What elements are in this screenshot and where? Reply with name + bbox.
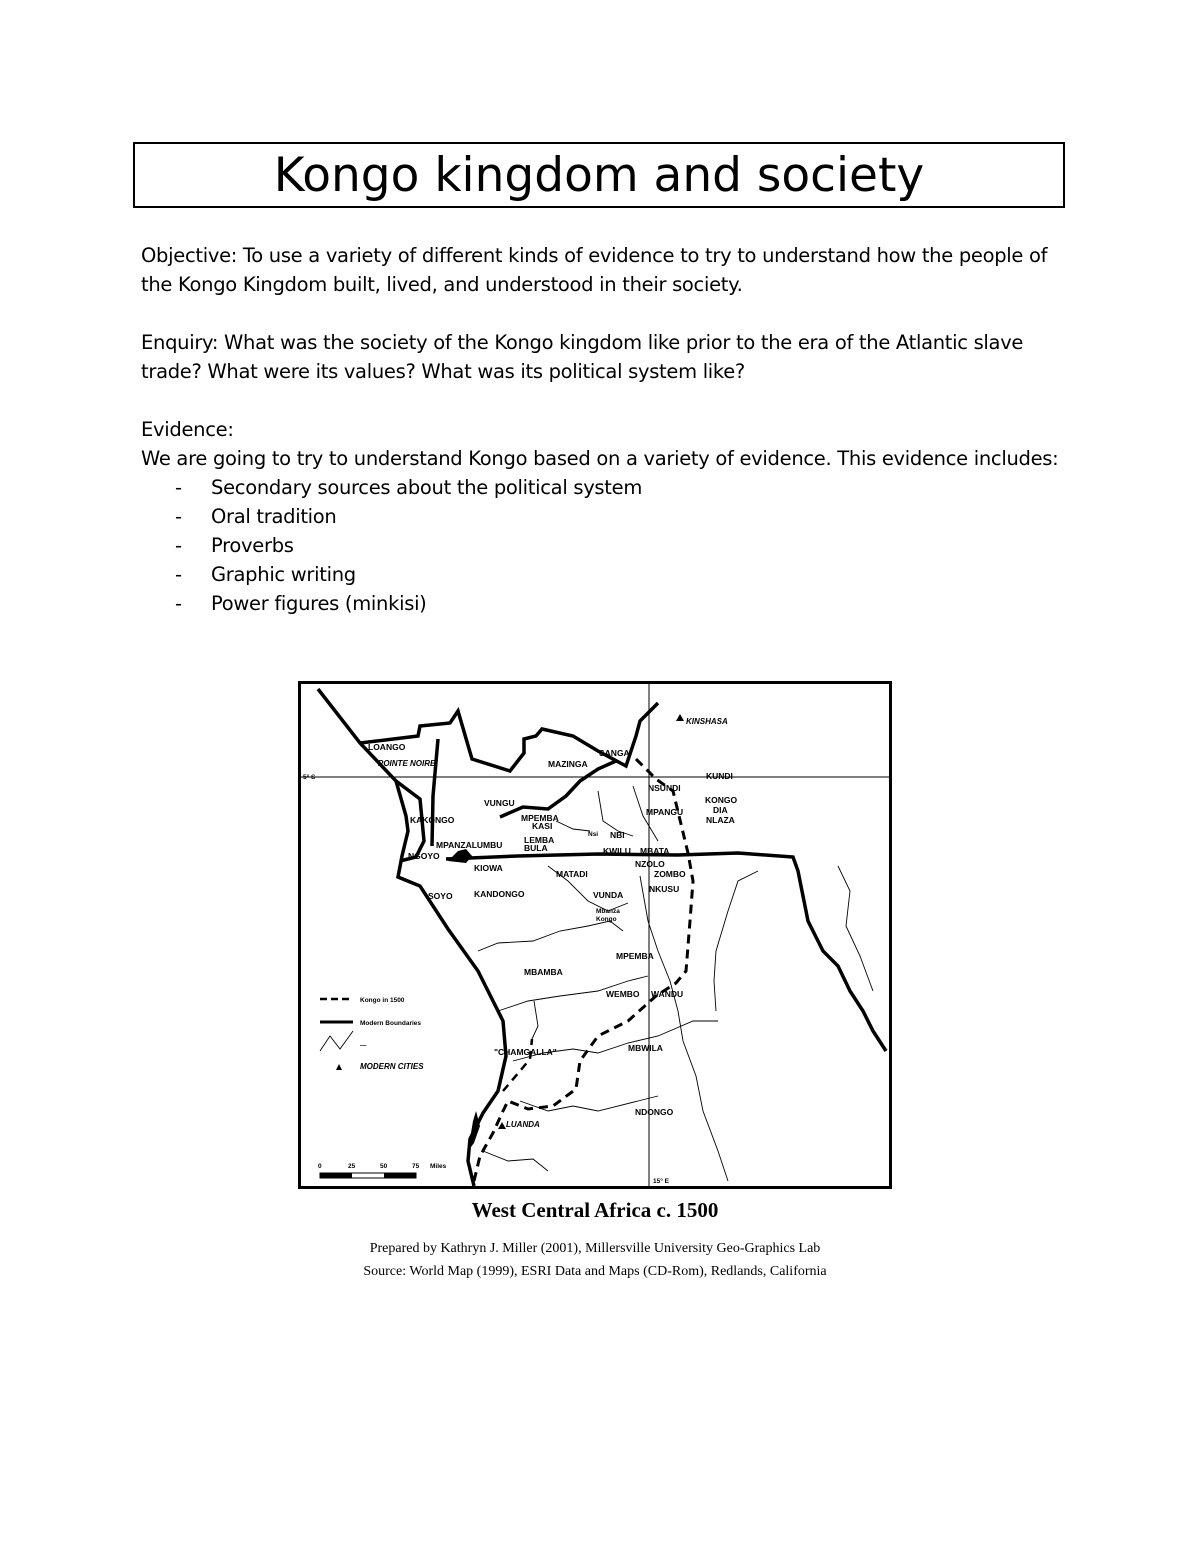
region-label: KASI (532, 821, 553, 831)
scale-tick: 75 (412, 1163, 420, 1170)
region-label: KIOWA (474, 863, 503, 873)
region-label: KWILU (603, 846, 631, 856)
region-label: NDONGO (635, 1107, 674, 1117)
evidence-list (141, 473, 1061, 618)
legend-label: MODERN CITIES (360, 1062, 424, 1071)
region-label: VUNGU (484, 798, 515, 808)
map-figure (298, 681, 892, 1189)
region-label: MBAMBA (524, 967, 563, 977)
list-item: - Oral tradition (175, 505, 337, 528)
region-label: NKUSU (649, 884, 680, 894)
region-label: KONGO (705, 795, 738, 805)
scale-tick: 50 (380, 1163, 388, 1170)
list-item: - Graphic writing (175, 563, 356, 586)
region-label: NSUNDI (648, 783, 681, 793)
enquiry-paragraph: Enquiry: What was the society of the Kongo kingdom like prior to the era of the Atlantic slave trade? What were its values? What was its political system like? (141, 331, 1024, 383)
legend-label: Kongo in 1500 (360, 997, 405, 1004)
region-label: WEMBO (606, 989, 640, 999)
region-label: NGOYO (408, 851, 440, 861)
evidence-heading: Evidence: (141, 418, 234, 441)
region-label: WANDU (651, 989, 684, 999)
legend-label: — (360, 1042, 367, 1049)
region-label: ZOMBO (654, 869, 686, 879)
region-label: MPANZALUMBU (436, 840, 503, 850)
city-label: Mbanza (596, 908, 620, 915)
west-central-africa-map (298, 681, 892, 1189)
region-label: VUNDA (593, 890, 624, 900)
region-label: SOYO (428, 891, 453, 901)
city-label: KINSHASA (686, 717, 728, 726)
longitude-label: 15° E (653, 1178, 669, 1185)
city-label: POINTE NOIRE (378, 759, 436, 768)
region-label: Nsi (588, 831, 599, 838)
evidence-intro: We are going to try to understand Kongo based on a variety of evidence. This evidence includes: (141, 447, 1059, 470)
region-label: MBWILA (628, 1043, 663, 1053)
region-label: BULA (524, 843, 548, 853)
region-label: MBATA (640, 846, 670, 856)
region-label: DIA (713, 805, 728, 815)
title-box (133, 142, 1065, 208)
region-label: "CHAMGALLA" (494, 1047, 557, 1057)
scale-unit: Miles (430, 1163, 447, 1170)
region-label: MATADI (556, 869, 588, 879)
page-title: Kongo kingdom and society (273, 147, 925, 203)
objective-paragraph: Objective: To use a variety of different kinds of evidence to try to understand how the people of the Kongo Kingdom built, lived, and understood in their society. (141, 244, 1048, 296)
latitude-label: 5° S (303, 774, 316, 781)
region-label: LOANGO (368, 742, 406, 752)
region-label: MPANGU (646, 807, 684, 817)
legend-label: Modern Boundaries (360, 1020, 422, 1027)
city-label: Kongo (596, 916, 617, 923)
region-label: MPEMBA (521, 813, 559, 823)
region-label: KANDONGO (474, 889, 525, 899)
region-label: SANGA (599, 748, 630, 758)
list-item: - Power figures (minkisi) (175, 592, 427, 615)
scale-tick: 0 (318, 1163, 322, 1170)
scale-tick: 25 (348, 1163, 356, 1170)
region-label: KUNDI (706, 771, 733, 781)
region-label: LEMBA (524, 835, 555, 845)
list-item: - Secondary sources about the political system (175, 476, 643, 499)
city-label: LUANDA (506, 1120, 540, 1129)
region-label: NZOLO (635, 859, 665, 869)
list-item: - Proverbs (175, 534, 294, 557)
map-caption-source: Source: World Map (1999), ESRI Data and Maps (CD-Rom), Redlands, California (363, 1264, 827, 1279)
document-body (141, 241, 1061, 618)
region-label: MPEMBA (616, 951, 654, 961)
region-label: KAKONGO (410, 815, 455, 825)
map-caption-title: West Central Africa c. 1500 (471, 1198, 719, 1222)
map-caption (298, 1197, 892, 1283)
region-label: NLAZA (706, 815, 735, 825)
region-label: NBI (610, 830, 625, 840)
region-label: MAZINGA (548, 759, 588, 769)
map-caption-prepared: Prepared by Kathryn J. Miller (2001), Millersville University Geo-Graphics Lab (369, 1241, 821, 1256)
